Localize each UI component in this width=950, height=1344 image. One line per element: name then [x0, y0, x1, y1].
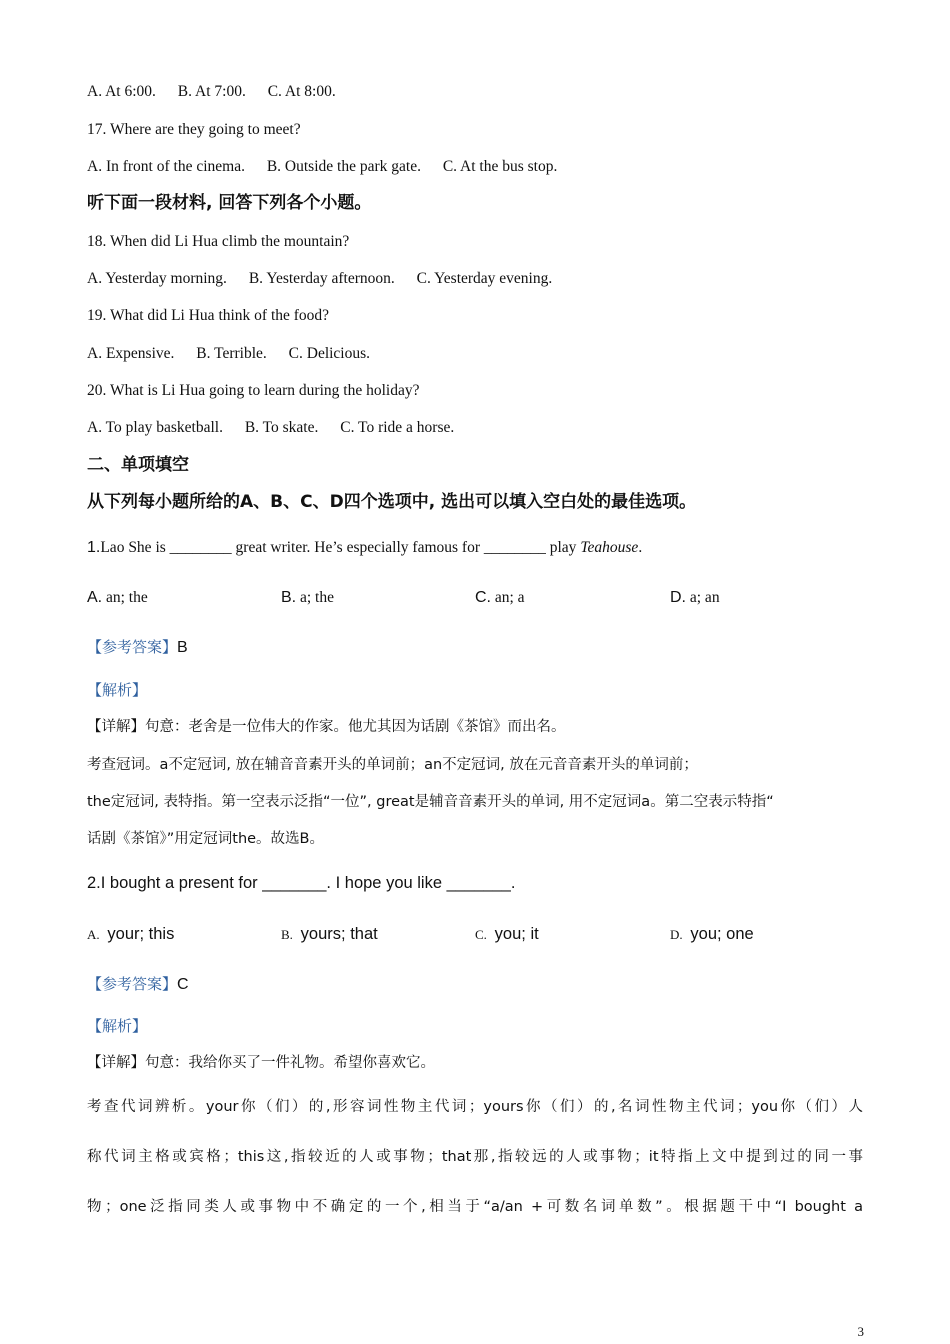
q19-option-b: B. Terrible. [196, 345, 267, 362]
mc1-answer-label: 【参考答案】 [87, 638, 178, 656]
mc1-option-a-label: A. [87, 589, 103, 606]
mc2-option-c-label: C. [475, 927, 487, 942]
q17-options [87, 157, 557, 177]
mc2-option-a[interactable] [87, 924, 174, 945]
q16-option-a: A. At 6:00. [87, 83, 156, 100]
mc2-option-b-text: yours; that [300, 925, 378, 943]
mc2-option-b[interactable] [281, 924, 378, 945]
mc2-answer-value: C [177, 976, 189, 993]
mc2-explanation-line3: 物；one泛指同类人或事物中不确定的一个,相当于“a/an +可数名词单数”。根据题干中“I bought a [87, 1199, 863, 1215]
q17-option-a: A. In front of the cinema. [87, 158, 245, 175]
q20-options [87, 418, 454, 438]
mc1-option-c[interactable] [475, 588, 525, 608]
mc2-analysis-label: 【解析】 [87, 1017, 148, 1035]
q16-option-b: B. At 7:00. [177, 83, 246, 100]
q20-option-a: A. To play basketball. [87, 419, 223, 436]
mc1-option-d-text: a; an [686, 589, 720, 606]
mc1-option-b[interactable] [281, 588, 334, 608]
mc2-option-d-label: D. [670, 927, 683, 942]
q19-option-a: A. Expensive. [87, 345, 175, 362]
mc2-option-c[interactable] [475, 924, 539, 945]
mc1-detail: 【详解】句意：老舍是一位伟大的作家。他尤其因为话剧《茶馆》而出名。 [87, 719, 566, 735]
q19-option-c: C. Delicious. [288, 345, 371, 362]
mc2-option-b-label: B. [281, 927, 293, 942]
mc1-option-b-label: B. [281, 589, 297, 606]
mc1-option-a-text: an; the [102, 589, 148, 606]
mc2-answer [87, 974, 189, 995]
section2-title: 二、单项填空 [87, 455, 189, 475]
mc1-stem-text: Lao She is ________ great writer. He’s especially famous for ________ play [100, 539, 581, 556]
mc1-answer-value: B [177, 639, 188, 656]
mc1-option-c-label: C. [475, 589, 491, 606]
mc1-option-a[interactable] [87, 588, 148, 608]
mc2-option-d[interactable] [670, 924, 754, 945]
mc1-option-c-text: an; a [491, 589, 525, 606]
mc2-option-c-text: you; it [494, 925, 539, 943]
q17-option-b: B. Outside the park gate. [266, 158, 421, 175]
mc1-number: 1. [87, 539, 101, 556]
q17-option-c: C. At the bus stop. [442, 158, 558, 175]
mc1-stem-italic: Teahouse [580, 539, 639, 556]
mc1-option-b-text: a; the [296, 589, 334, 606]
q17-question: 17. Where are they going to meet? [87, 121, 301, 138]
q19-question: 19. What did Li Hua think of the food? [87, 307, 330, 324]
q20-question: 20. What is Li Hua going to learn during the holiday? [87, 382, 420, 399]
mc1-explanation-line3: 话剧《茶馆》”用定冠词the。故选B。 [87, 831, 325, 847]
mc2-explanation-line2: 称代词主格或宾格；this这,指较近的人或事物；that那,指较远的人或事物；it特指上文中提到过的同一事 [87, 1149, 863, 1165]
q16-option-c: C. At 8:00. [267, 83, 336, 100]
section2-instruction: 从下列每小题所给的A、B、C、D四个选项中, 选出可以填入空白处的最佳选项。 [87, 492, 697, 512]
q16-options [87, 82, 336, 102]
q18-option-a: A. Yesterday morning. [87, 270, 227, 287]
mc2-option-d-text: you; one [690, 925, 754, 943]
q18-question: 18. When did Li Hua climb the mountain? [87, 233, 350, 250]
q19-options [87, 344, 370, 364]
mc1-option-d-label: D. [670, 589, 686, 606]
listening-instruction: 听下面一段材料, 回答下列各个小题。 [87, 193, 372, 213]
q18-option-b: B. Yesterday afternoon. [248, 270, 395, 287]
page-number: 3 [857, 1324, 864, 1339]
mc2-detail: 【详解】句意：我给你买了一件礼物。希望你喜欢它。 [87, 1055, 435, 1071]
mc1-analysis-label: 【解析】 [87, 681, 148, 699]
mc1-answer [87, 637, 188, 658]
mc2-answer-label: 【参考答案】 [87, 975, 178, 993]
mc2-option-a-text: your; this [107, 925, 175, 943]
q18-option-c: C. Yesterday evening. [416, 270, 553, 287]
mc1-stem-end: . [638, 539, 643, 556]
mc1-explanation-line2: the定冠词, 表特指。第一空表示泛指“一位”, great是辅音音素开头的单词, 用不定冠词a。第二空表示特指“ [87, 794, 774, 810]
mc2-option-a-label: A. [87, 927, 100, 942]
mc2-stem: 2.I bought a present for _______. I hope you like _______. [87, 874, 516, 892]
q20-option-c: C. To ride a horse. [340, 419, 455, 436]
mc1-option-d[interactable] [670, 588, 720, 608]
mc2-explanation-line1: 考查代词辨析。your你（们）的,形容词性物主代词；yours你（们）的,名词性物主代词；you你（们）人 [87, 1099, 863, 1115]
mc1-stem [87, 538, 642, 558]
q18-options [87, 269, 552, 289]
mc1-explanation-line1: 考查冠词。a不定冠词, 放在辅音音素开头的单词前；an不定冠词, 放在元音音素开头的单词前； [87, 757, 698, 773]
q20-option-b: B. To skate. [244, 419, 319, 436]
